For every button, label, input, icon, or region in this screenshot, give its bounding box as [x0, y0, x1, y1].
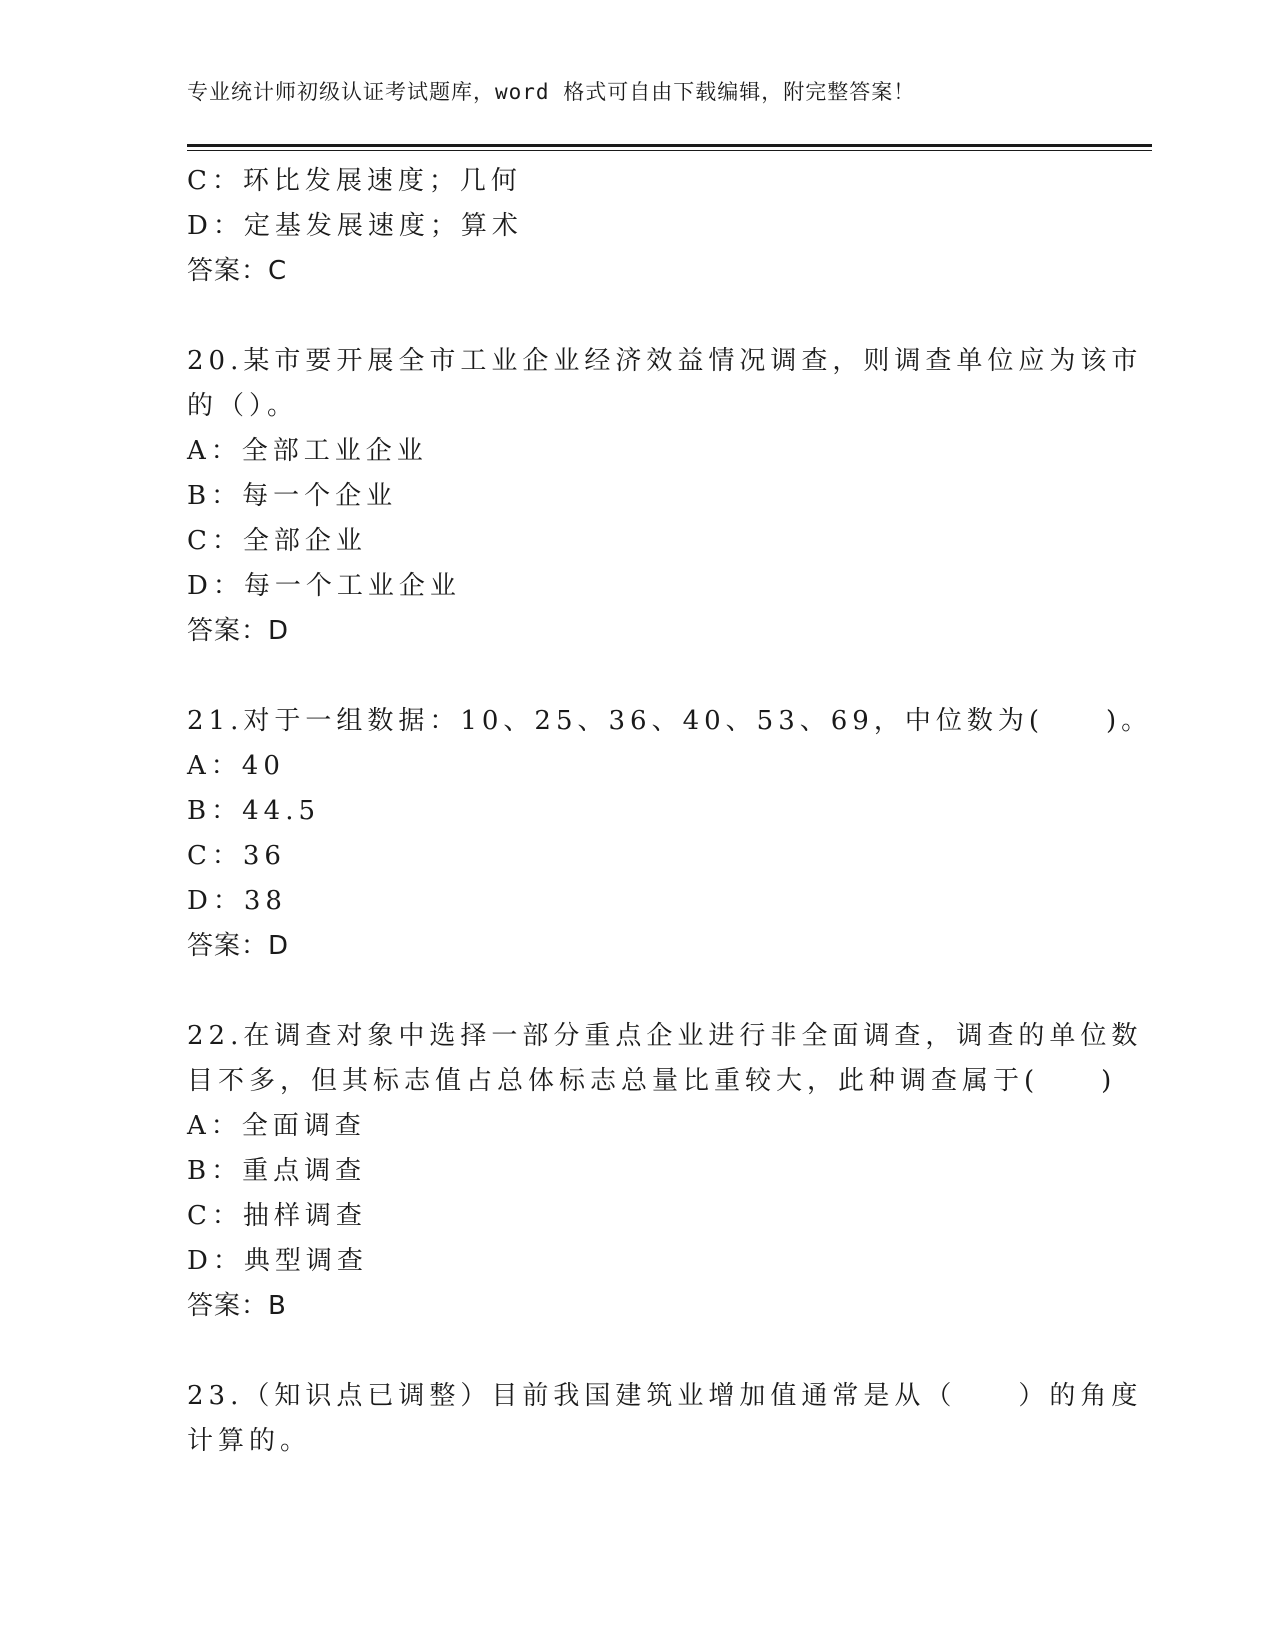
question-stem-line: 20.某市要开展全市工业企业经济效益情况调查，则调查单位应为该市	[187, 346, 1143, 376]
option-line: D：每一个工业企业	[187, 571, 461, 601]
question-stem-line: 22.在调查对象中选择一部分重点企业进行非全面调查，调查的单位数	[187, 1021, 1143, 1051]
option-line: B：44.5	[187, 796, 320, 826]
question-block-23	[187, 1374, 1143, 1464]
question-stem-line: 目不多，但其标志值占总体标志总量比重较大，此种调查属于( )	[187, 1066, 1117, 1096]
option-line: B：重点调查	[187, 1156, 367, 1186]
question-block-21	[187, 699, 1153, 969]
question-block-19	[187, 159, 1087, 294]
option-line: A：全部工业企业	[187, 436, 428, 466]
option-line: A：40	[187, 751, 285, 781]
question-stem-line: 的（）。	[187, 391, 299, 421]
question-block-20	[187, 339, 1143, 654]
option-line: D：定基发展速度；算术	[187, 211, 523, 241]
spacer	[187, 294, 1087, 339]
option-line: C：抽样调查	[187, 1201, 367, 1231]
question-stem-line: 23.（知识点已调整）目前我国建筑业增加值通常是从（ ）的角度	[187, 1381, 1143, 1411]
option-line: A：全面调查	[187, 1111, 366, 1141]
header-rule-thin	[187, 150, 1152, 151]
page-header: 专业统计师初级认证考试题库，word 格式可自由下载编辑，附完整答案！	[187, 80, 916, 104]
option-line: D：38	[187, 886, 287, 916]
option-line: B：每一个企业	[187, 481, 398, 511]
question-stem-line: 计算的。	[187, 1426, 312, 1456]
spacer	[187, 969, 1087, 1014]
answer-line: 答案：D	[187, 616, 290, 646]
option-line: C：全部企业	[187, 526, 367, 556]
header-rule-thick	[187, 144, 1152, 147]
option-line: C：36	[187, 841, 286, 871]
spacer	[187, 1329, 1087, 1374]
answer-line: 答案：C	[187, 256, 288, 286]
answer-line: 答案：B	[187, 1291, 287, 1321]
option-line: D：典型调查	[187, 1246, 368, 1276]
option-line: C：环比发展速度；几何	[187, 166, 522, 196]
question-list	[187, 159, 1153, 1464]
question-block-22	[187, 1014, 1143, 1329]
spacer	[187, 654, 1087, 699]
question-stem-line: 21.对于一组数据：10、25、36、40、53、69，中位数为( )。	[187, 706, 1153, 736]
answer-line: 答案：D	[187, 931, 290, 961]
